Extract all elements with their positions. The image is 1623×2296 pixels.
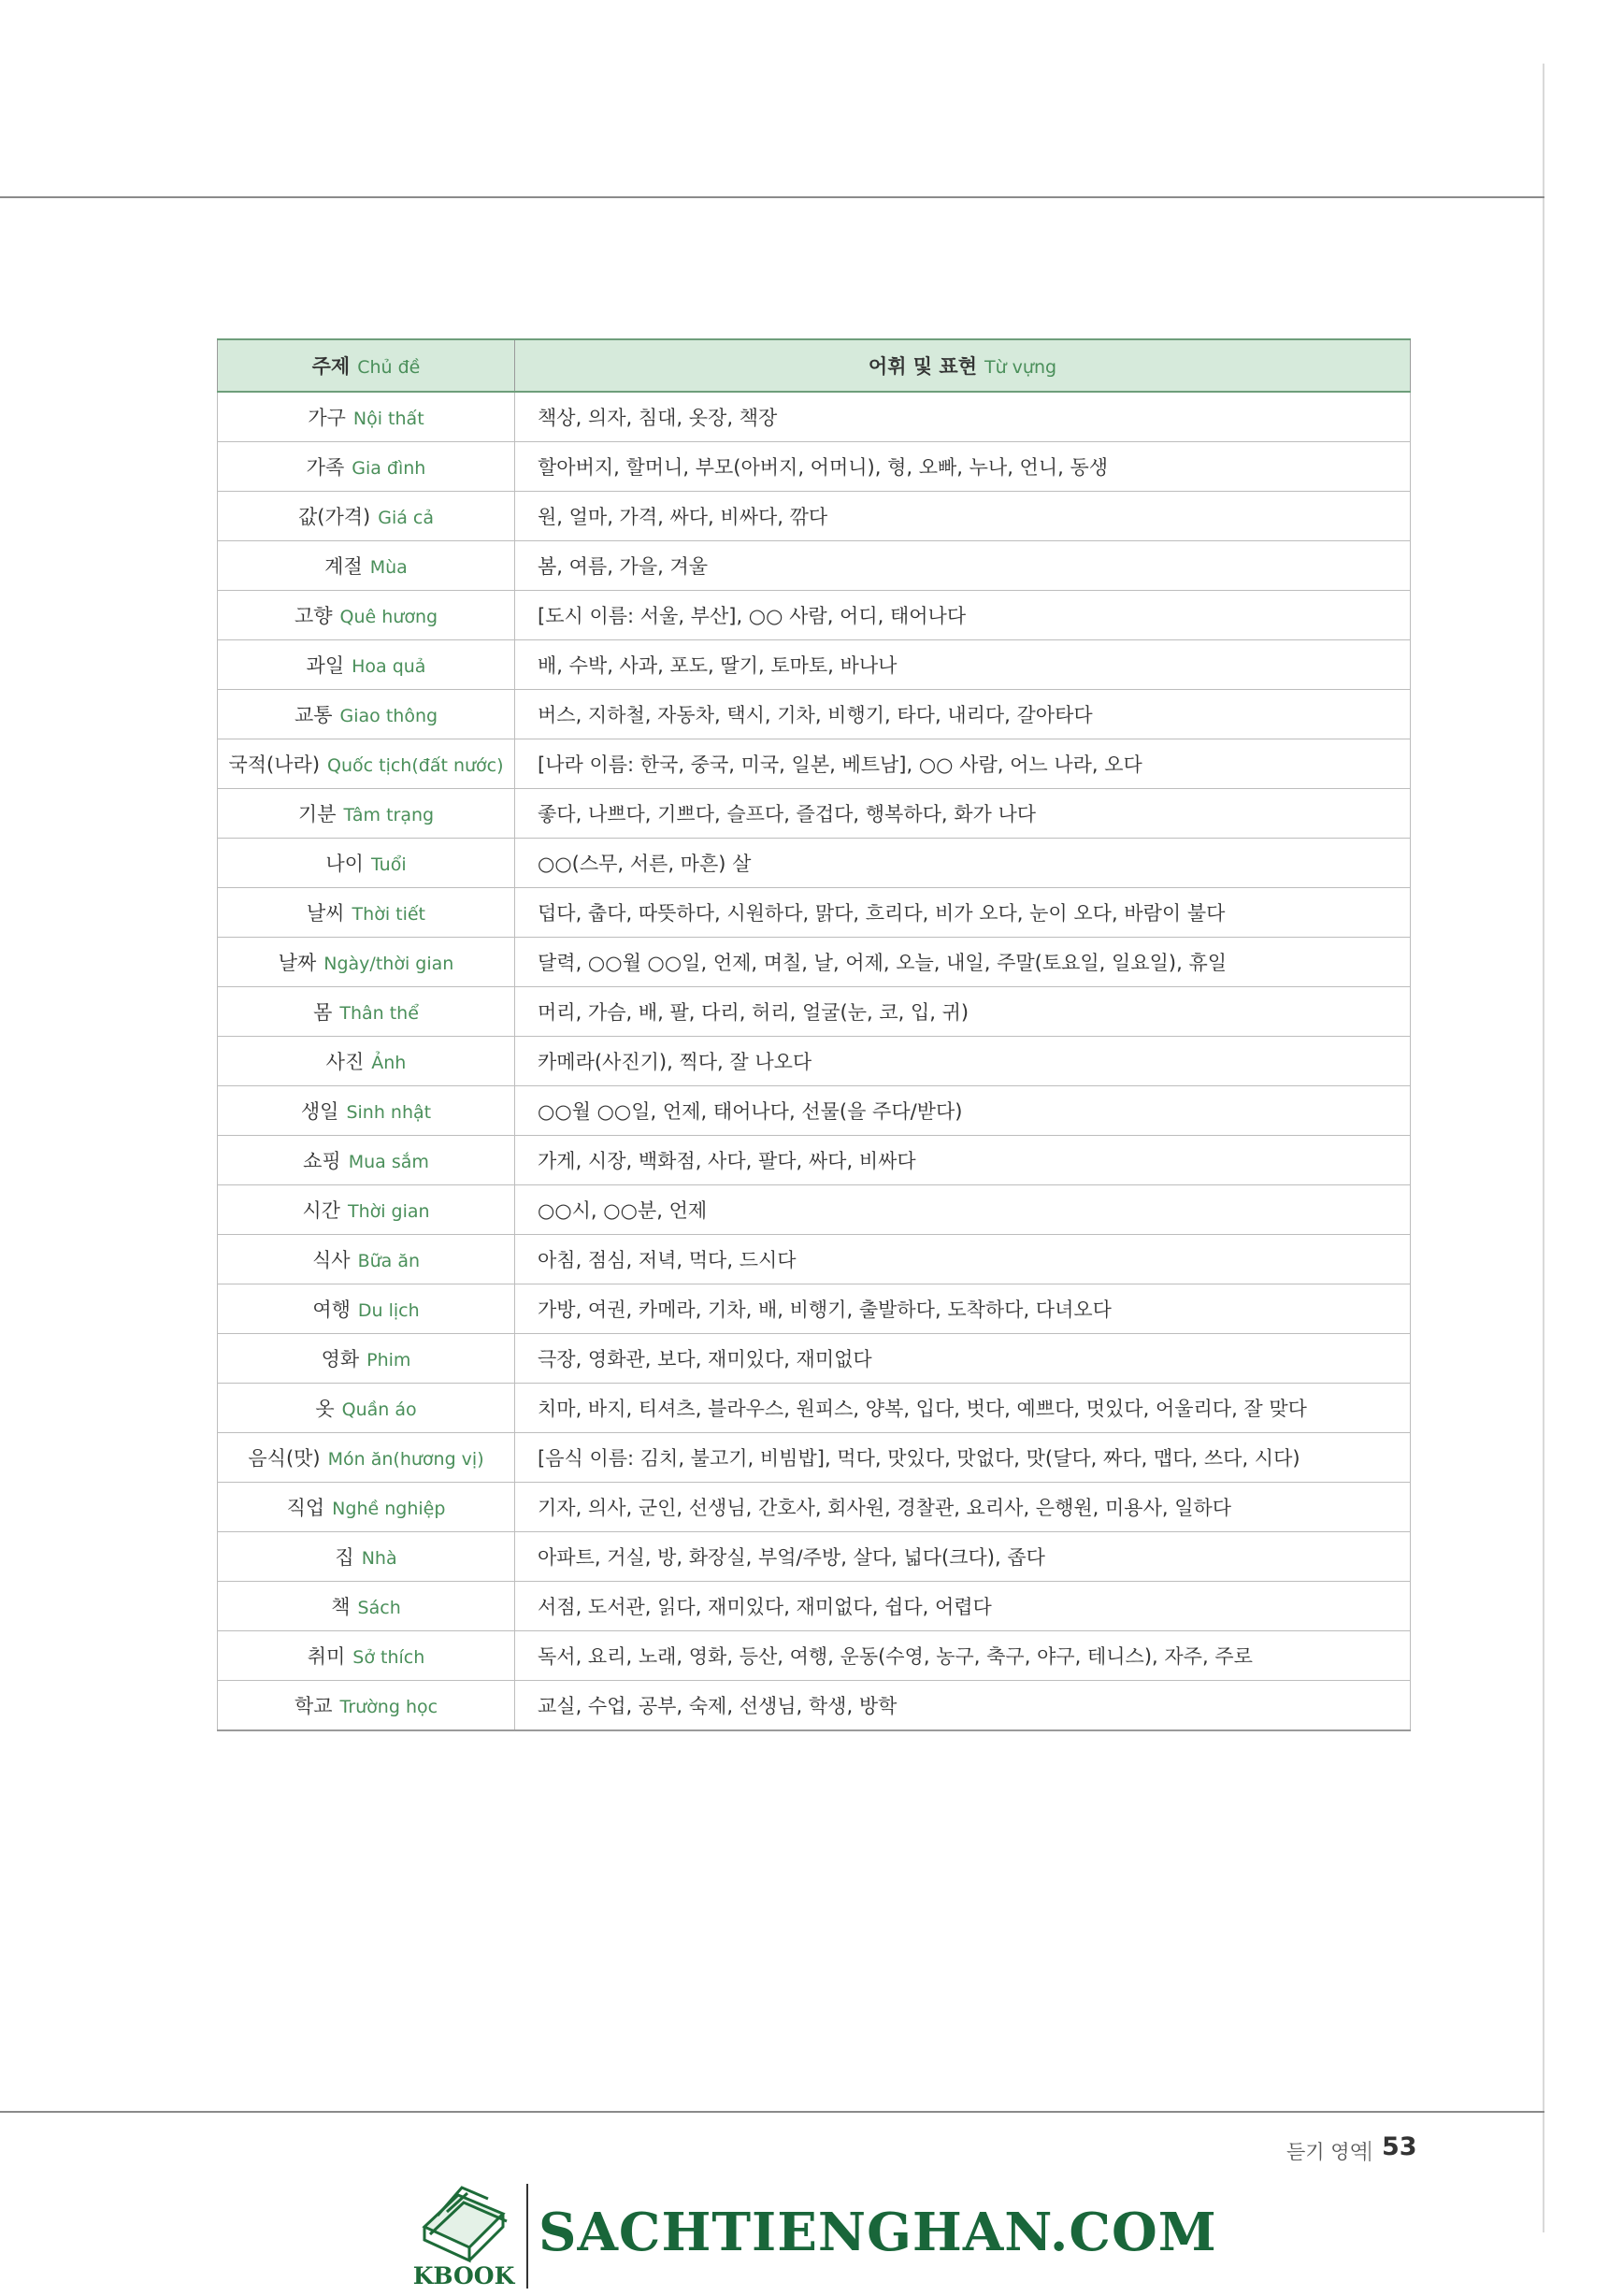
words-cell: 가방, 여권, 카메라, 기차, 배, 비행기, 출발하다, 도착하다, 다녀오다 xyxy=(515,1284,1411,1334)
topic-cell: 생일 Sinh nhật xyxy=(218,1086,515,1136)
vocabulary-table xyxy=(217,338,1411,1731)
footer-separator xyxy=(1369,2141,1371,2161)
topic-cell: 사진 Ảnh xyxy=(218,1037,515,1086)
table-row xyxy=(218,1582,1411,1631)
table-row xyxy=(218,938,1411,987)
bottom-rule xyxy=(0,2111,1544,2113)
header-vocabulary: 어휘 및 표현 Từ vựng xyxy=(515,339,1411,392)
topic-cell: 교통 Giao thông xyxy=(218,690,515,739)
topic-cell: 값(가격) Giá cả xyxy=(218,492,515,541)
logo-text: KBOOK xyxy=(412,2262,515,2289)
table-row xyxy=(218,442,1411,492)
words-cell: 덥다, 춥다, 따뜻하다, 시원하다, 맑다, 흐리다, 비가 오다, 눈이 오다, 바람이 불다 xyxy=(515,888,1411,938)
table-row xyxy=(218,1086,1411,1136)
topic-cell: 날씨 Thời tiết xyxy=(218,888,515,938)
topic-cell: 집 Nhà xyxy=(218,1532,515,1582)
words-cell: 봄, 여름, 가을, 겨울 xyxy=(515,541,1411,591)
logo-separator xyxy=(526,2184,528,2289)
page-number: 53 xyxy=(1382,2132,1417,2161)
words-cell: 원, 얼마, 가격, 싸다, 비싸다, 깎다 xyxy=(515,492,1411,541)
table-header-row xyxy=(218,339,1411,392)
table-row xyxy=(218,1235,1411,1284)
section-label: 듣기 영역 xyxy=(1286,2141,1369,2163)
table-row xyxy=(218,541,1411,591)
header-topic: 주제 Chủ đề xyxy=(218,339,515,392)
topic-cell: 쇼핑 Mua sắm xyxy=(218,1136,515,1185)
words-cell: [도시 이름: 서울, 부산], ○○ 사람, 어디, 태어나다 xyxy=(515,591,1411,640)
table-row xyxy=(218,1334,1411,1384)
words-cell: 버스, 지하철, 자동차, 택시, 기차, 비행기, 타다, 내리다, 갈아타다 xyxy=(515,690,1411,739)
topic-cell: 계절 Mùa xyxy=(218,541,515,591)
topic-cell: 가족 Gia đình xyxy=(218,442,515,492)
table-row xyxy=(218,392,1411,442)
topic-cell: 기분 Tâm trạng xyxy=(218,789,515,839)
topic-cell: 날짜 Ngày/thời gian xyxy=(218,938,515,987)
topic-cell: 고향 Quê hương xyxy=(218,591,515,640)
words-cell: 극장, 영화관, 보다, 재미있다, 재미없다 xyxy=(515,1334,1411,1384)
words-cell: ○○(스무, 서른, 마흔) 살 xyxy=(515,839,1411,888)
words-cell: 카메라(사진기), 찍다, 잘 나오다 xyxy=(515,1037,1411,1086)
words-cell: 치마, 바지, 티셔츠, 블라우스, 원피스, 양복, 입다, 벗다, 예쁘다, 멋있다, 어울리다, 잘 맞다 xyxy=(515,1384,1411,1433)
topic-cell: 식사 Bữa ăn xyxy=(218,1235,515,1284)
page-edge xyxy=(1543,64,1544,2232)
table-row xyxy=(218,1433,1411,1483)
table-row xyxy=(218,1037,1411,1086)
table-row xyxy=(218,1681,1411,1731)
words-cell: [나라 이름: 한국, 중국, 미국, 일본, 베트남], ○○ 사람, 어느 나라, 오다 xyxy=(515,739,1411,789)
topic-cell: 몸 Thân thể xyxy=(218,987,515,1037)
table-row xyxy=(218,690,1411,739)
table-row xyxy=(218,492,1411,541)
topic-cell: 과일 Hoa quả xyxy=(218,640,515,690)
topic-cell: 책 Sách xyxy=(218,1582,515,1631)
topic-cell: 가구 Nội thất xyxy=(218,392,515,442)
words-cell: ○○시, ○○분, 언제 xyxy=(515,1185,1411,1235)
table-row xyxy=(218,987,1411,1037)
table-row xyxy=(218,1532,1411,1582)
topic-cell: 학교 Trường học xyxy=(218,1681,515,1731)
words-cell: 좋다, 나쁘다, 기쁘다, 슬프다, 즐겁다, 행복하다, 화가 나다 xyxy=(515,789,1411,839)
topic-cell: 나이 Tuổi xyxy=(218,839,515,888)
table-row xyxy=(218,739,1411,789)
topic-cell: 직업 Nghề nghiệp xyxy=(218,1483,515,1532)
words-cell: 배, 수박, 사과, 포도, 딸기, 토마토, 바나나 xyxy=(515,640,1411,690)
top-rule xyxy=(0,196,1544,198)
words-cell: 독서, 요리, 노래, 영화, 등산, 여행, 운동(수영, 농구, 축구, 야구, 테니스), 자주, 주로 xyxy=(515,1631,1411,1681)
table-row xyxy=(218,1136,1411,1185)
words-cell: [음식 이름: 김치, 불고기, 비빔밥], 먹다, 맛있다, 맛없다, 맛(달다, 짜다, 맵다, 쓰다, 시다) xyxy=(515,1433,1411,1483)
topic-cell: 취미 Sở thích xyxy=(218,1631,515,1681)
table-row xyxy=(218,888,1411,938)
words-cell: 서점, 도서관, 읽다, 재미있다, 재미없다, 쉽다, 어렵다 xyxy=(515,1582,1411,1631)
words-cell: 아침, 점심, 저녁, 먹다, 드시다 xyxy=(515,1235,1411,1284)
book-stack-icon xyxy=(424,2188,507,2260)
topic-cell: 시간 Thời gian xyxy=(218,1185,515,1235)
topic-cell: 영화 Phim xyxy=(218,1334,515,1384)
words-cell: ○○월 ○○일, 언제, 태어나다, 선물(을 주다/받다) xyxy=(515,1086,1411,1136)
table-row xyxy=(218,789,1411,839)
table-row xyxy=(218,839,1411,888)
words-cell: 책상, 의자, 침대, 옷장, 책장 xyxy=(515,392,1411,442)
words-cell: 달력, ○○월 ○○일, 언제, 며칠, 날, 어제, 오늘, 내일, 주말(토요일, 일요일), 휴일 xyxy=(515,938,1411,987)
topic-cell: 옷 Quần áo xyxy=(218,1384,515,1433)
topic-cell: 음식(맛) Món ăn(hương vị) xyxy=(218,1433,515,1483)
words-cell: 아파트, 거실, 방, 화장실, 부엌/주방, 살다, 넓다(크다), 좁다 xyxy=(515,1532,1411,1582)
table-row xyxy=(218,1284,1411,1334)
words-cell: 기자, 의사, 군인, 선생님, 간호사, 회사원, 경찰관, 요리사, 은행원, 미용사, 일하다 xyxy=(515,1483,1411,1532)
topic-cell: 여행 Du lịch xyxy=(218,1284,515,1334)
words-cell: 가게, 시장, 백화점, 사다, 팔다, 싸다, 비싸다 xyxy=(515,1136,1411,1185)
brand-site-name: SACHTIENGHAN.COM xyxy=(539,2202,1217,2263)
topic-cell: 국적(나라) Quốc tịch(đất nước) xyxy=(218,739,515,789)
table-row xyxy=(218,640,1411,690)
words-cell: 머리, 가슴, 배, 팔, 다리, 허리, 얼굴(눈, 코, 입, 귀) xyxy=(515,987,1411,1037)
table-row xyxy=(218,1384,1411,1433)
table-row xyxy=(218,1631,1411,1681)
words-cell: 할아버지, 할머니, 부모(아버지, 어머니), 형, 오빠, 누나, 언니, 동생 xyxy=(515,442,1411,492)
table-row xyxy=(218,1185,1411,1235)
table-row xyxy=(218,1483,1411,1532)
table-row xyxy=(218,591,1411,640)
kbook-logo xyxy=(409,2178,522,2289)
words-cell: 교실, 수업, 공부, 숙제, 선생님, 학생, 방학 xyxy=(515,1681,1411,1731)
